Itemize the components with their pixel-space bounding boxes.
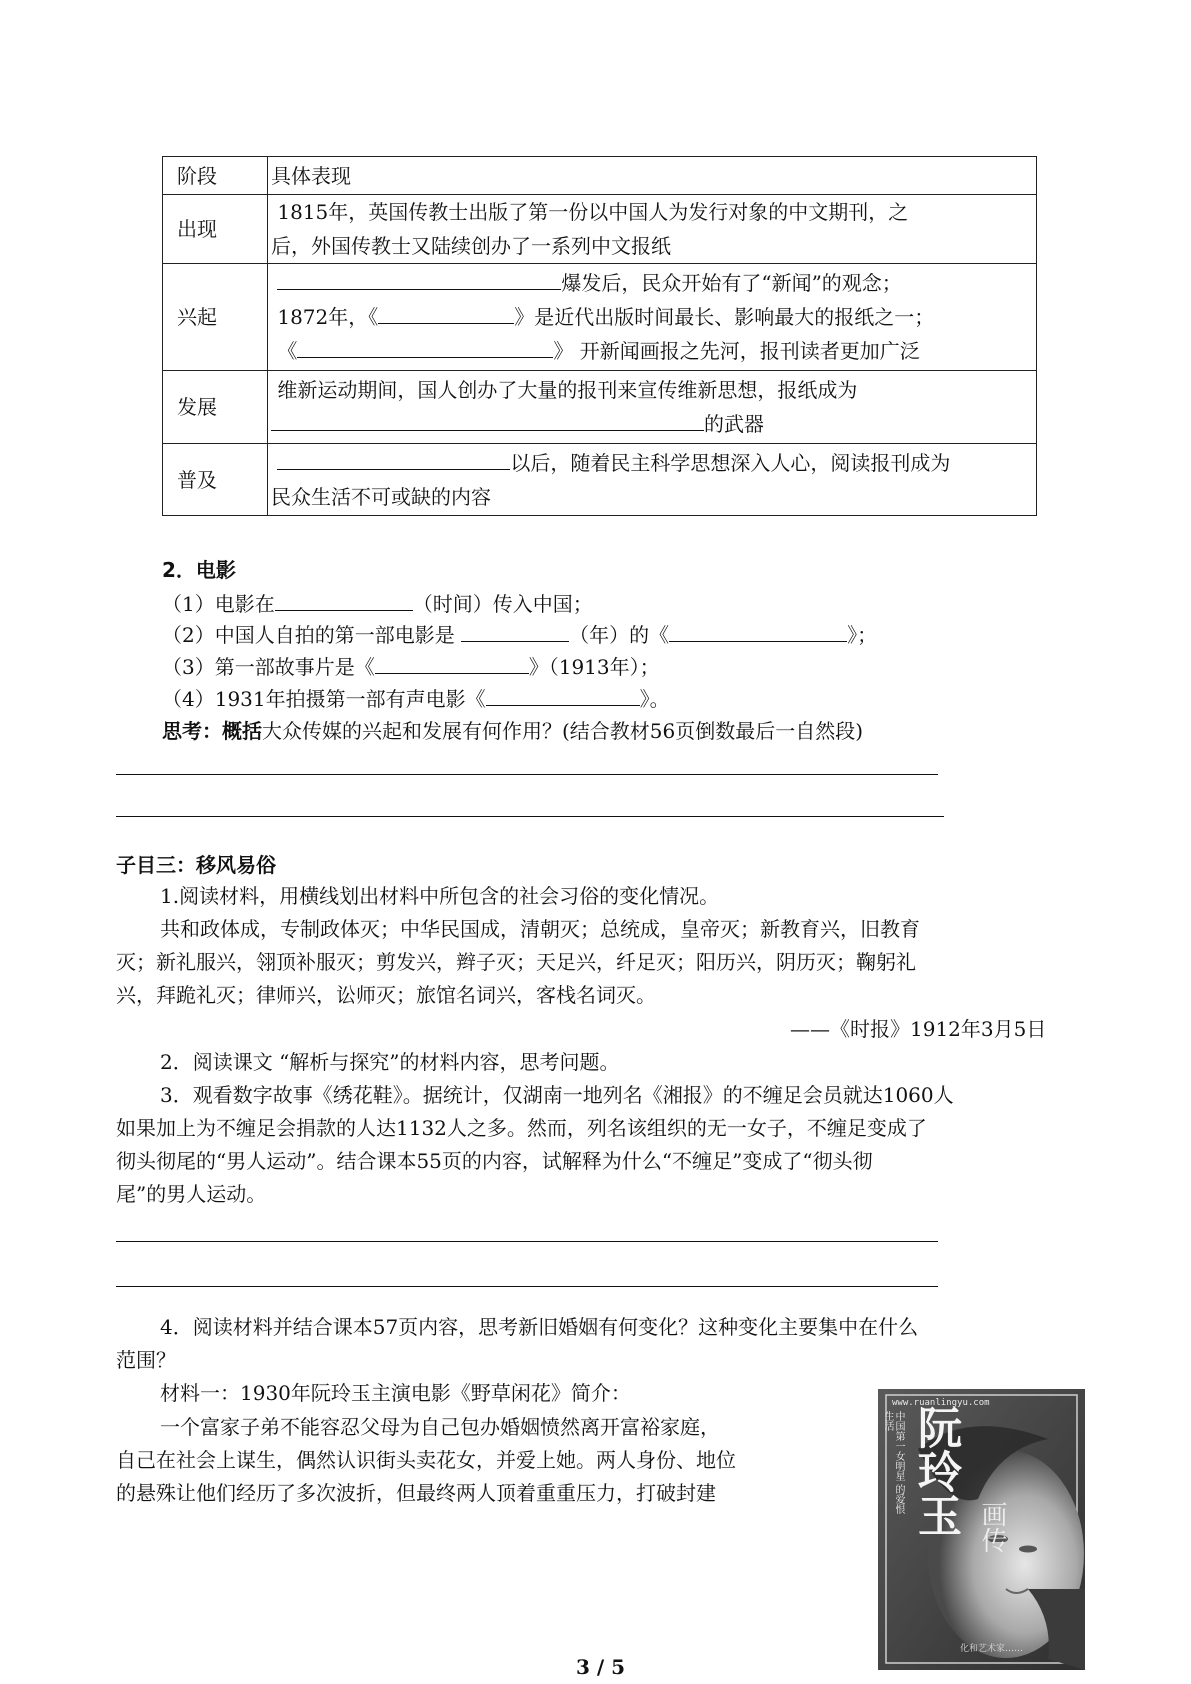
table-header-stage: 阶段 (163, 157, 268, 195)
stage-rise-line3: 《 》 开新闻画报之先河，报刊读者更加广泛 (271, 334, 1033, 368)
answer-line[interactable] (116, 774, 938, 775)
stage-develop-line1: 维新运动期间，国人创办了大量的报刊来宣传维新思想，报纸成为 (271, 378, 858, 402)
book-subtitle: 画传 (977, 1501, 1007, 1553)
stage-rise-detail (268, 264, 1037, 371)
stage-appear-detail (268, 195, 1037, 264)
section3-p3-line: 如果加上为不缠足会捐款的人达1132人之多。然而，列名该组织的无一女子，不缠足变成了 (116, 1116, 927, 1140)
answer-line[interactable] (116, 1241, 938, 1242)
book-cover-image (878, 1389, 1085, 1670)
section3-p4-line: 范围？ (116, 1348, 176, 1372)
film-q4: （4）1931年拍摄第一部有声电影《 》。 (162, 683, 670, 714)
answer-line[interactable] (116, 1286, 938, 1287)
table-header-detail: 具体表现 (268, 157, 1037, 195)
blank-sound-film[interactable] (486, 683, 640, 706)
page-number: 3 / 5 (576, 1655, 626, 1679)
stage-develop-line2: 的武器 (271, 407, 1033, 441)
blank-film-time[interactable] (275, 588, 413, 611)
stage-popular: 普及 (163, 444, 268, 516)
blank-weapon[interactable] (271, 408, 704, 431)
film-q2: （2）中国人自拍的第一部电影是 （年）的《 》； (162, 619, 877, 650)
section3-heading: 子目三：移风易俗 (116, 853, 276, 877)
section3-p3-line: 尾”的男人运动。 (116, 1182, 267, 1206)
stage-develop: 发展 (163, 371, 268, 444)
story-line: 自己在社会上谋生，偶然认识街头卖花女，并爱上她。两人身份、地位 (116, 1448, 736, 1472)
stage-appear-line2: 后，外国传教士又陆续创办了一系列中文报纸 (271, 234, 671, 258)
blank-newspaper[interactable] (378, 301, 514, 324)
book-url: www.ruanlingyu.com (892, 1398, 990, 1408)
section3-p4-line: 4．阅读材料并结合课本57页内容，思考新旧婚姻有何变化？这种变化主要集中在什么 (160, 1315, 919, 1339)
stage-develop-detail (268, 371, 1037, 444)
stage-table (162, 156, 1037, 516)
section3-p1: 1.阅读材料，用横线划出材料中所包含的社会习俗的变化情况。 (160, 884, 720, 908)
book-bottom-text: 化和艺术家…… (960, 1644, 1024, 1654)
blank-pictorial[interactable] (297, 335, 553, 358)
stage-appear-line1: 1815年，英国传教士出版了第一份以中国人为发行对象的中文期刊，之 (271, 200, 909, 224)
blank-event-2[interactable] (277, 447, 510, 470)
quote-source: ——《时报》1912年3月5日 (790, 1017, 1047, 1041)
blank-feature-film[interactable] (375, 651, 529, 674)
quote-line: 灭；新礼服兴，翎顶补服灭；剪发兴，辫子灭；天足兴，纤足灭；阳历兴，阴历灭；鞠躬礼 (116, 950, 916, 974)
think-question: 思考：概括大众传媒的兴起和发展有何作用？(结合教材56页倒数最后一自然段) (162, 719, 864, 743)
blank-event[interactable] (277, 267, 561, 290)
film-q1: （1）电影在 （时间）传入中国； (162, 588, 593, 619)
blank-film-first[interactable] (669, 619, 847, 642)
stage-popular-detail (268, 444, 1037, 516)
quote-line: 共和政体成，专制政体灭；中华民国成，清朝灭；总统成，皇帝灭；新教育兴，旧教育 (160, 917, 920, 941)
section3-p3-line: 彻头彻尾的“男人运动”。结合课本55页的内容，试解释为什么“不缠足”变成了“彻头彻 (116, 1149, 873, 1173)
quote-line: 兴，拜跪礼灭；律师兴，讼师灭；旅馆名词兴，客栈名词灭。 (116, 983, 656, 1007)
blank-film-year[interactable] (461, 619, 569, 642)
stage-appear: 出现 (163, 195, 268, 264)
stage-popular-line1: 以后，随着民主科学思想深入人心，阅读报刊成为 (271, 446, 1033, 480)
section3-p2: 2．阅读课文 “解析与探究”的材料内容，思考问题。 (160, 1050, 620, 1074)
story-line: 的悬殊让他们经历了多次波折，但最终两人顶着重重压力，打破封建 (116, 1481, 716, 1505)
stage-rise-line2: 1872年，《 》是近代出版时间最长、影响最大的报纸之一； (271, 300, 1033, 334)
film-heading: 2．电影 (162, 558, 236, 582)
book-title: 阮玲玉 (910, 1405, 961, 1537)
story-line: 一个富家子弟不能容忍父母为自己包办婚姻愤然离开富裕家庭， (160, 1415, 720, 1439)
stage-rise-line1: 爆发后，民众开始有了“新闻”的观念； (271, 266, 1033, 300)
book-small-vertical: 中国第一女明星 的爱恨生活 (882, 1411, 904, 1515)
stage-popular-line2: 民众生活不可或缺的内容 (271, 484, 491, 509)
section3-p3-line: 3．观看数字故事《绣花鞋》。据统计，仅湖南一地列名《湘报》的不缠足会员就达1060人 (160, 1083, 954, 1107)
material-one: 材料一：1930年阮玲玉主演电影《野草闲花》简介： (160, 1381, 631, 1405)
film-q3: （3）第一部故事片是《 》（1913年）； (162, 651, 660, 682)
stage-rise: 兴起 (163, 264, 268, 371)
answer-line[interactable] (116, 816, 944, 817)
